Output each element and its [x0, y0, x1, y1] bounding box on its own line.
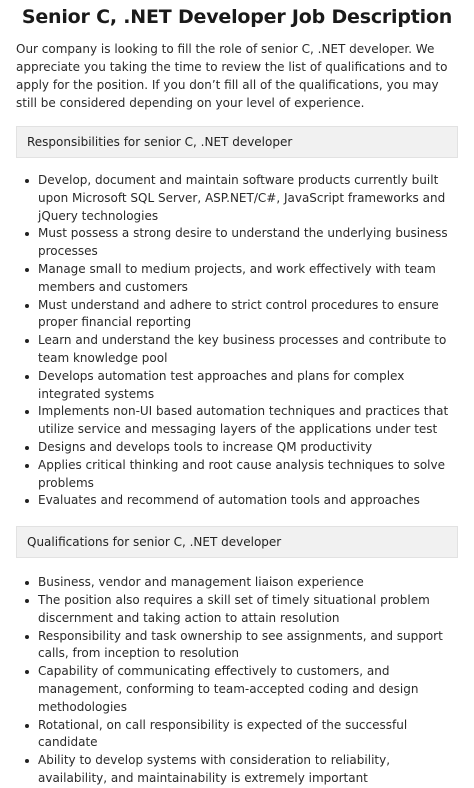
qualification-item: The position also requires a skill set of timely situational problem discernment and taking action to attain resolution [16, 592, 458, 628]
responsibility-item: Evaluates and recommend of automation tools and approaches [16, 492, 458, 510]
responsibility-item: Manage small to medium projects, and work effectively with team members and customers [16, 261, 458, 297]
page-title: Senior C, .NET Developer Job Description [21, 6, 453, 28]
intro-paragraph: Our company is looking to fill the role of senior C, .NET developer. We appreciate you taking the time to review the list of qualifications and to apply for the position. If you don’t fill all of the qualifications, you may still be considered depending on your level of experience. [16, 42, 448, 110]
responsibility-item: Designs and develops tools to increase QM productivity [16, 439, 458, 457]
responsibility-item: Implements non-UI based automation techniques and practices that utilize service and messaging layers of the applications under test [16, 403, 458, 439]
qualifications-heading [16, 526, 458, 558]
responsibility-item: Must possess a strong desire to understand the underlying business processes [16, 225, 458, 261]
qualification-item: Rotational, on call responsibility is expected of the successful candidate [16, 717, 458, 753]
responsibility-item: Must understand and adhere to strict control procedures to ensure proper financial reporting [16, 297, 458, 333]
qualifications-heading-label: Qualifications for senior C, .NET developer [27, 535, 282, 550]
responsibilities-heading-label: Responsibilities for senior C, .NET developer [27, 135, 293, 149]
responsibilities-heading [16, 126, 458, 158]
qualification-item: Ability to develop systems with consideration to reliability, availability, and maintainability is extremely important [16, 752, 458, 788]
qualifications-list [16, 574, 458, 788]
responsibility-item: Develops automation test approaches and plans for complex integrated systems [16, 368, 458, 404]
qualification-item: Business, vendor and management liaison experience [16, 574, 458, 592]
responsibility-item: Develop, document and maintain software products currently built upon Microsoft SQL Server, ASP.NET/C#, JavaScript frameworks and jQuery technologies [16, 172, 458, 225]
responsibility-item: Learn and understand the key business processes and contribute to team knowledge pool [16, 332, 458, 368]
responsibilities-list [16, 172, 458, 510]
qualification-item: Capability of communicating effectively to customers, and management, conforming to team-accepted coding and design methodologies [16, 663, 458, 716]
qualification-item: Responsibility and task ownership to see assignments, and support calls, from inception to resolution [16, 628, 458, 664]
responsibility-item: Applies critical thinking and root cause analysis techniques to solve problems [16, 457, 458, 493]
